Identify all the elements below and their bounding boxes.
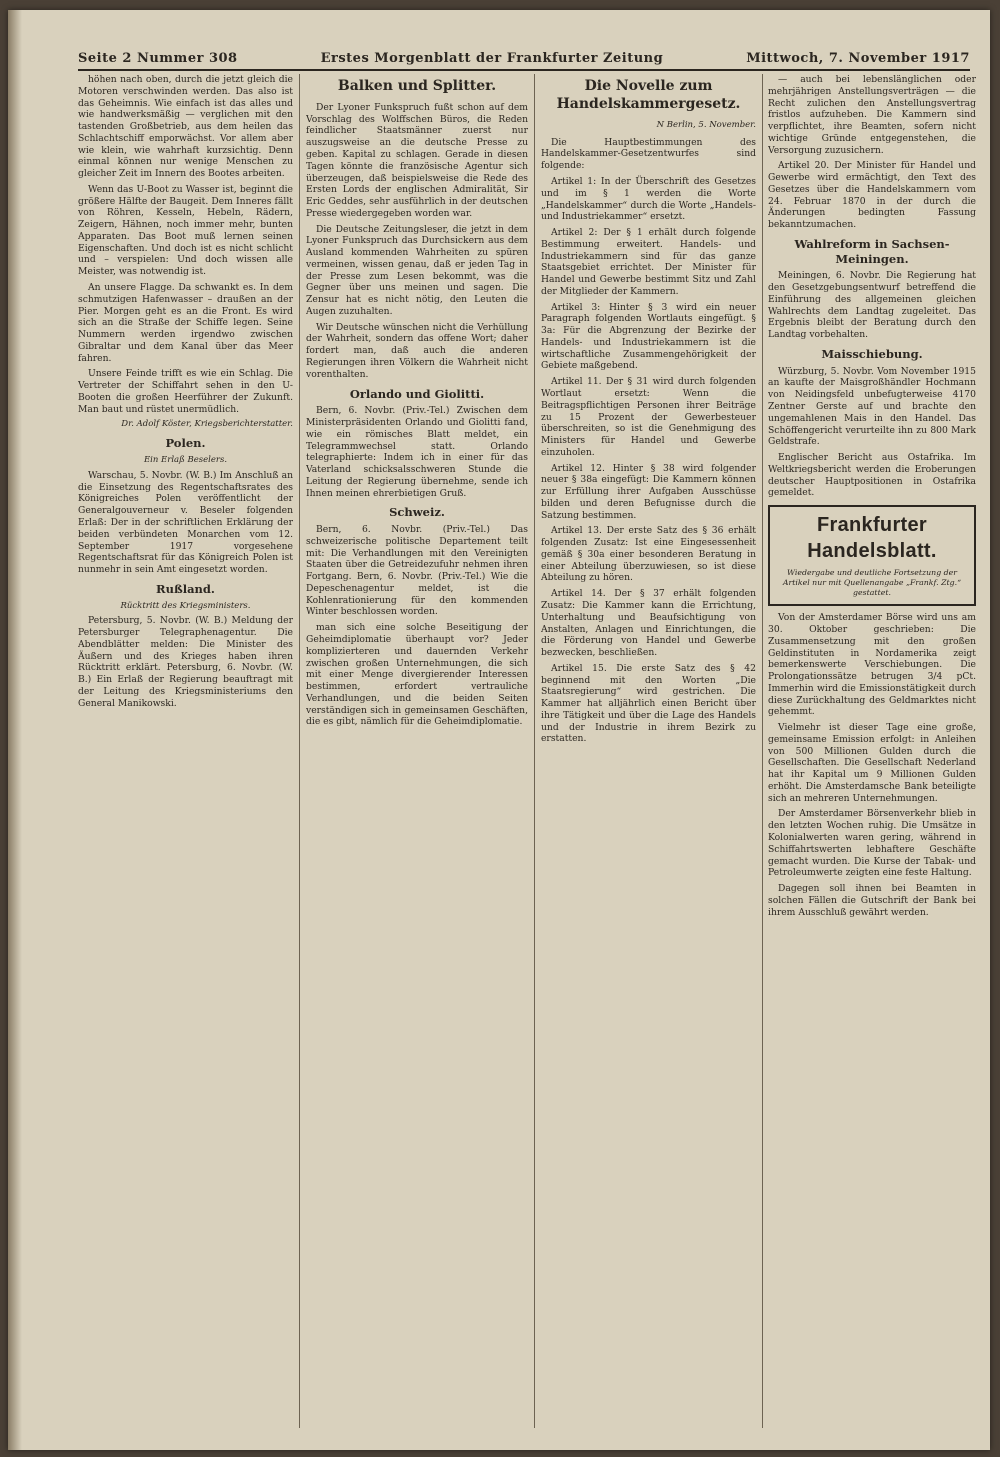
article-paragraph: Unsere Feinde trifft es wie ein Schlag. Die Vertreter der Schiffahrt sehen in den U-Booten die großen Heerführer der Zukunft. Man baut und rüstet unermüdlich. [78, 368, 293, 415]
page-binding-shadow [8, 10, 22, 1450]
article-paragraph: Warschau, 5. Novbr. (W. B.) Im Anschluß an die Einsetzung des Regentschaftsrates des Königreiches Polen veröffentlicht der Generalgouverneur v. Beseler folgenden Erlaß: Der in der schriftlichen Erklärung der beiden verbündeten Monarchen vom 12. September 1917 vorgesehene Regentschaftsrat für das Königreich Polen ist nunmehr in sein Amt eingesetzt worden. [78, 469, 293, 576]
article-paragraph: Bern, 6. Novbr. (Priv.-Tel.) Zwischen dem Ministerpräsidenten Orlando und Giolitti fand, wie ein römisches Blatt meldet, ein Telegrammwechsel statt. Orlando telegraphierte: Indem ich in einer für das Vaterland schicksalsschweren Stunde die Leitung der Regierung übernehme, sende ich Ihnen meinen ehrerbietigen Gruß. [306, 405, 528, 499]
article-paragraph: Bern, 6. Novbr. (Priv.-Tel.) Das schweizerische politische Departement teilt mit: Die Verhandlungen mit den Vereinigten Staaten über die Getreidezufuhr nehmen ihren Fortgang. Bern, 6. Novbr. (Priv.-Tel.) Wie die Depeschenagentur meldet, ist die Kohlenrationierung für den kommenden Winter beschlossen worden. [306, 524, 528, 618]
article-paragraph: Der Lyoner Funkspruch fußt schon auf dem Vorschlag des Wolffschen Büros, die Reden feindlicher Staatsmänner zuerst nur auszugsweise an die deutsche Presse zu geben. Kapital zu schlagen. Gerade in diesen Tagen könnte die französische Agentur sich überzeugen, daß beispielsweise die Rede des Ersten Lords der englischen Admiralität, Sir Eric Geddes, sehr ausführlich in der deutschen Presse wiedergegeben worden war. [306, 101, 528, 219]
article-paragraph: Artikel 14. Der § 37 erhält folgenden Zusatz: Die Kammer kann die Errichtung, Unterhaltung und Beaufsichtigung von Anstalten, Anlagen und Einrichtungen, die die Förderung von Handel und Gewerbe bezwecken, beschließen. [541, 588, 756, 659]
article-paragraph: Die Hauptbestimmungen des Handelskammer-Gesetzentwurfes sind folgende: [541, 136, 756, 172]
article-paragraph: Vielmehr ist dieser Tage eine große, gemeinsame Emission erfolgt: in Anleihen von 500 Millionen Gulden durch die Gesellschaften. Die Gesellschaft Nederland hat ihr Kapital um 9 Millionen Gulden erhöht. Die Amsterdamsche Bank beteiligte sich an mehreren Unternehmungen. [768, 722, 976, 804]
section-heading-schweiz: Schweiz. [389, 505, 445, 520]
article-paragraph: Die Deutsche Zeitungsleser, die jetzt in dem Lyoner Funkspruch das Durchsickern aus dem Ausland kommenden Wahrheiten zu spüren vermeinen, wissen genau, daß er jeden Tag in der Presse zum Lesen bekommt, was die Gegner über uns meinen und sagen. Die Zensur hat es nicht nötig, den Leuten die Augen zuzuhalten. [306, 223, 528, 317]
column-rule [762, 74, 763, 1428]
column-rule [299, 74, 300, 1428]
article-author: Dr. Adolf Köster, Kriegsberichterstatter. [121, 419, 293, 430]
article-paragraph: Der Amsterdamer Börsenverkehr blieb in den letzten Wochen ruhig. Die Umsätze in Kolonialwerten waren gering, während in Schiffahrtswerten lebhaftere Geschäfte gemacht wurden. Die Kurse der Tabak- und Petroleumwerte zeigten eine feste Haltung. [768, 808, 976, 879]
section-heading-polen: Polen. [165, 436, 206, 451]
section-heading-maisschiebung: Maisschiebung. [821, 346, 923, 361]
column-4 [768, 74, 976, 1428]
section-heading-wahlreform: Wahlreform in Sachsen-Meiningen. [794, 236, 950, 266]
section-subheading: Ein Erlaß Beselers. [143, 455, 228, 466]
article-paragraph: Artikel 11. Der § 31 wird durch folgenden Wortlaut ersetzt: Wenn die Beitragspflichtigen Personen ihrer Beiträge zu 15 Prozent der Gewerbesteuer überschreiten, so ist die Genehmigung des Ministers für Handel und Gewerbe einzuholen. [541, 376, 756, 458]
masthead-page-number: Seite 2 Nummer 308 [78, 51, 238, 66]
handelsblatt-banner [768, 505, 976, 606]
article-paragraph: Von der Amsterdamer Börse wird uns am 30. Oktober geschrieben: Die Zusammensetzung mit den großen Geldinstituten in Nordamerika zeigt bemerkenswerte Verschiebungen. Die Prolongationssätze betrugen 3/4 pCt. Immerhin wird die Emissionstätigkeit durch diese Zurückhaltung des Geldmarktes nicht gehemmt. [768, 612, 976, 718]
column-2 [306, 74, 528, 1428]
column-rule [534, 74, 535, 1428]
article-paragraph: Artikel 1: In der Überschrift des Gesetzes und im § 1 werden die Worte „Handelskammer“ durch die Worte „Handels- und Industriekammer“ ersetzt. [541, 175, 756, 223]
handelsblatt-note: Wiedergabe und deutliche Fortsetzung der Artikel nur mit Quellenangabe „Frankf. Ztg.“ gestattet. [782, 568, 962, 598]
article-paragraph: Würzburg, 5. Novbr. Vom November 1915 an kaufte der Maisgroßhändler Hochmann von Neidingsfeld unbefugterweise 4170 Zentner Gerste auf und brachte den ungemahlenen Mais in den Handel. Das Schöffengericht verurteilte ihn zu 800 Mark Geldstrafe. [768, 365, 976, 448]
article-paragraph: Englischer Bericht aus Ostafrika. Im Weltkriegsbericht werden die Eroberungen deutscher Hauptpositionen in Ostafrika gemeldet. [768, 452, 976, 499]
section-heading-russland: Rußland. [156, 581, 215, 596]
article-paragraph: An unsere Flagge. Da schwankt es. In dem schmutzigen Hafenwasser – draußen an der Pier. Morgen geht es an die Front. Es wird sich an die Straße der Schiffe legen. Seine Nummern werden irgendwo zwischen Gibraltar und dem Kanal über das Meer fahren. [78, 282, 293, 364]
section-subheading: Rücktritt des Kriegsministers. [120, 600, 251, 611]
article-paragraph: Petersburg, 5. Novbr. (W. B.) Meldung der Petersburger Telegraphenagentur. Die Abendblätter melden: Die Minister des Äußern und des Krieges haben ihren Rücktritt erklärt. Petersburg, 6. Novbr. (W. B.) Ein Erlaß der Regierung beauftragt mit der Leitung des Kriegsministeriums den General Manikowski. [78, 615, 293, 709]
handelsblatt-title: Frankfurter Handelsblatt. [807, 514, 937, 562]
article-paragraph: Meiningen, 6. Novbr. Die Regierung hat den Gesetzgebungsentwurf betreffend die Einführung des allgemeinen gleichen Wahlrechts dem Landtag zugeleitet. Das Ergebnis bleibt der Beratung durch den Landtag vorbehalten. [768, 270, 976, 341]
article-paragraph: Artikel 13. Der erste Satz des § 36 erhält folgenden Zusatz: Ist eine Eingesessenheit gemäß § 30a einer besonderen Beratung in einer Abteilung überzuwiesen, so ist diese Abteilung zu hören. [541, 525, 756, 584]
article-title-balken: Balken und Splitter. [337, 78, 497, 94]
column-3 [541, 74, 756, 1428]
article-paragraph: Wir Deutsche wünschen nicht die Verhüllung der Wahrheit, sondern das offene Wort; daher fordert man, daß auch die anderen Regierungen ihren Völkern die Wahrheit nicht vorenthalten. [306, 321, 528, 380]
masthead [78, 44, 970, 71]
section-heading-orlando: Orlando und Giolitti. [349, 386, 485, 401]
article-paragraph: Artikel 2: Der § 1 erhält durch folgende Bestimmung erweitert. Handels- und Industriekammern sind für das ganze Staatsgebiet errichtet. Der Minister für Handel und Gewerbe bestimmt Sitz und Zahl der Mitglieder der Kammern. [541, 227, 756, 297]
article-paragraph: Artikel 15. Die erste Satz des § 42 beginnend mit den Worten „Die Staatsregierung“ wird gestrichen. Die Kammer hat alljährlich einen Bericht über ihre Tätigkeit und über die Lage des Handels und der Industrie in ihrem Bezirk zu erstatten. [541, 662, 756, 745]
masthead-paper-name: Erstes Morgenblatt der Frankfurter Zeitung [320, 51, 664, 66]
article-paragraph: Artikel 20. Der Minister für Handel und Gewerbe wird ermächtigt, den Text des Gesetzes über die Handelskammern vom 24. Februar 1870 in der durch die Änderungen bedingten Fassung bekanntzumachen. [768, 160, 976, 231]
article-paragraph: man sich eine solche Beseitigung der Geheimdiplomatie überhaupt vor? Jeder komplizierteren und dauernden Verkehr zwischen großen Unternehmungen, die sich mit einer Menge divergierender Interessen bestimmen, erfordert vertrauliche Verhandlungen, und die beiden Seiten verständigen sich in gemeinsamen Geschäften, die es gibt, nämlich für die Geheimdiplomatie. [306, 622, 528, 728]
article-paragraph: höhen nach oben, durch die jetzt gleich die Motoren verschwinden werden. Das also ist das Geheimnis. Wie einfach ist das alles und wie handwerksmäßig — verglichen mit den tastenden Großbetrieb, aus dem heilen das Schlachtschiff emporwächst. Vor allem aber wie klein, wie wahrhaft kurzsichtig. Denn einmal können nur wenige Menschen zu gleicher Zeit im Innern des Bootes arbeiten. [78, 74, 293, 180]
masthead-date: Mittwoch, 7. November 1917 [746, 51, 970, 66]
article-paragraph: — auch bei lebenslänglichen oder mehrjährigen Anstellungsverträgen — die Recht zulichen den Anstellungsvertrag fristlos aufzuheben. Die Kammern sind verpflichtet, ihre Beamten, sofern nicht wichtige Gründe entgegenstehen, die Versorgung zuzusichern. [768, 74, 976, 156]
article-paragraph: Artikel 12. Hinter § 38 wird folgender neuer § 38a eingefügt: Die Kammern können zur Erfüllung ihrer Aufgaben Ausschüsse bilden und deren Befugnisse durch die Satzung bestimmen. [541, 462, 756, 521]
article-paragraph: Wenn das U-Boot zu Wasser ist, beginnt die größere Hälfte der Baugeit. Dem Inneres fällt von Röhren, Kesseln, Hebeln, Rädern, Zeigern, Hähnen, noch immer mehr, bunten Apparaten. Das Boot muß lernen seinen Eigenschaften. Und doch ist es nicht schlicht und – verspielen: Und doch wissen alle Meister, was notwendig ist. [78, 183, 293, 278]
column-1 [78, 74, 293, 1428]
newspaper-page [8, 10, 990, 1450]
article-title-novelle: Die Novelle zum Handelskammergesetz. [556, 78, 741, 112]
article-dateline: N Berlin, 5. November. [656, 119, 756, 130]
article-paragraph: Artikel 3: Hinter § 3 wird ein neuer Paragraph folgenden Wortlauts eingefügt. § 3a: Für die Abgrenzung der Bezirke der Handels- und Industriekammern ist die wirtschaftliche Zusammengehörigkeit der Gebiete maßgebend. [541, 301, 756, 372]
article-paragraph: Dagegen soll ihnen bei Beamten in solchen Fällen die Gutschrift der Bank bei ihrem Ausschluß gewährt werden. [768, 883, 976, 918]
